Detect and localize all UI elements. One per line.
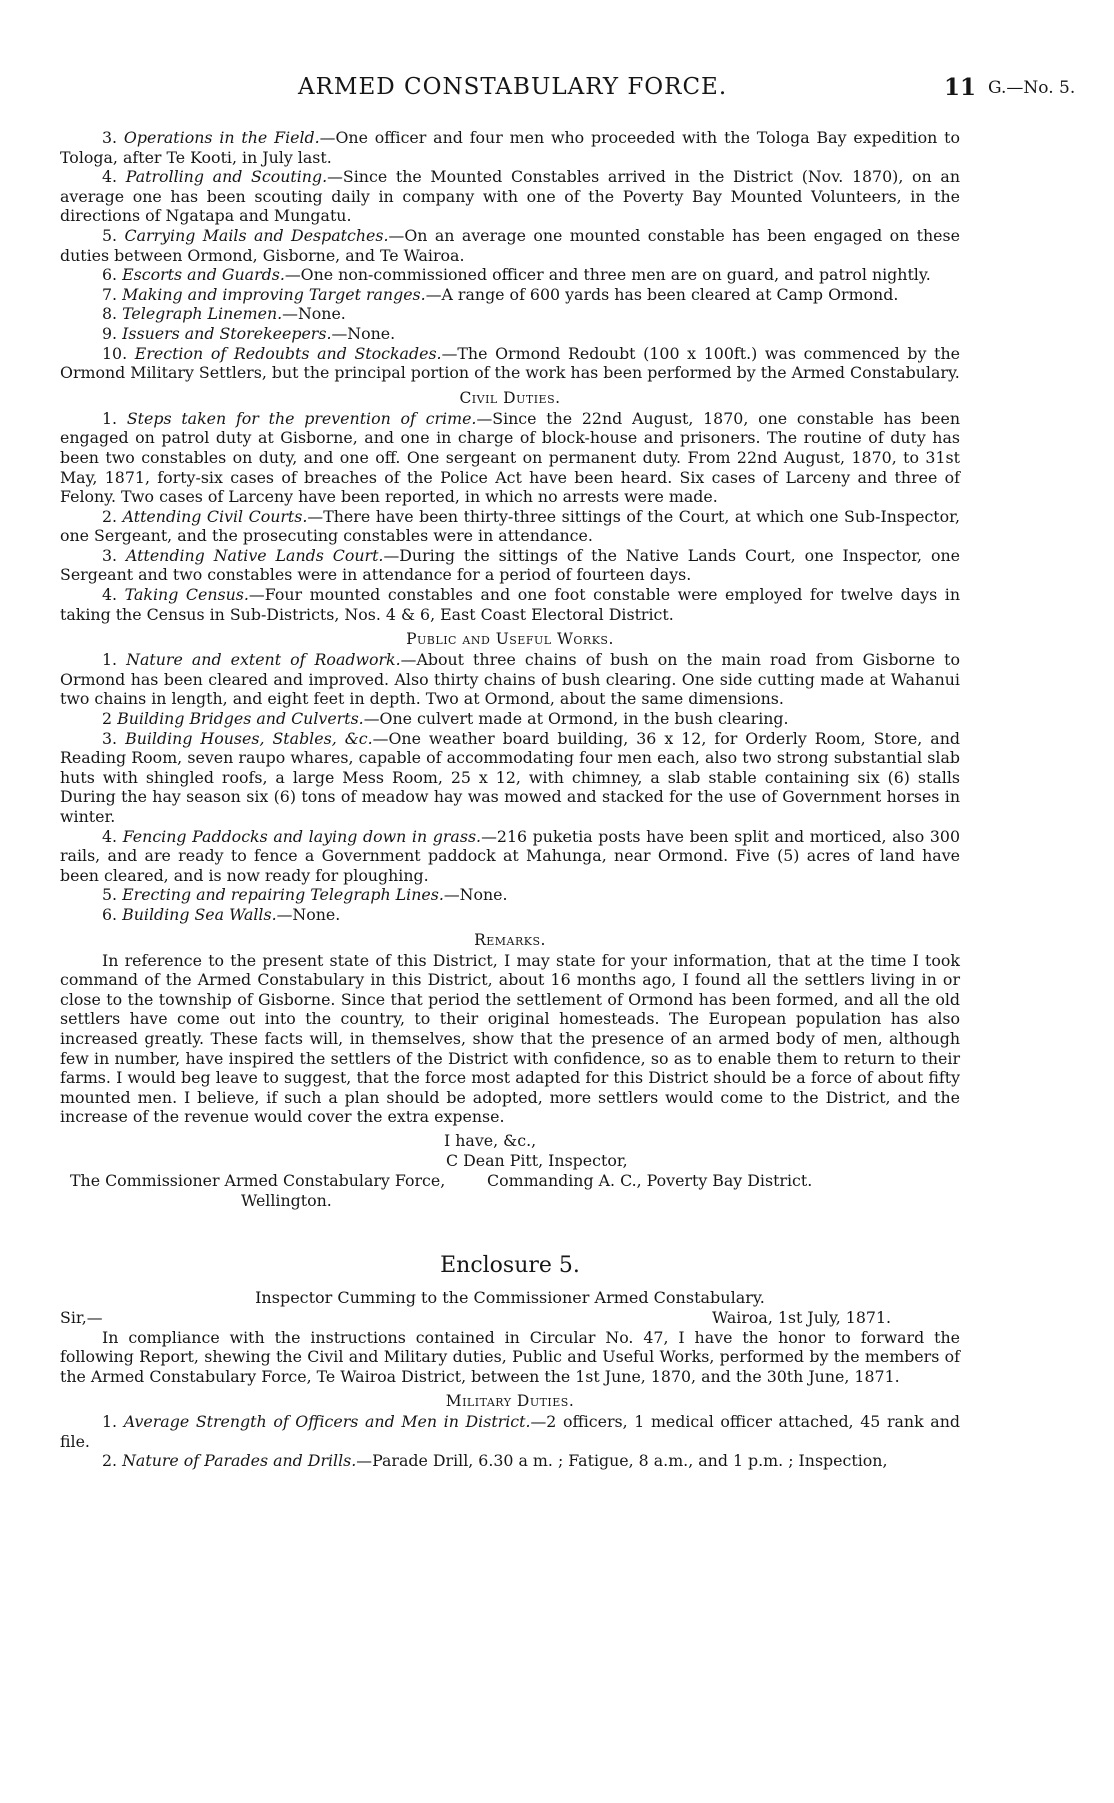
numbered-item [60, 304, 960, 324]
item-number: 1. [102, 650, 118, 670]
page-number: 11 [944, 74, 977, 101]
item-text: —One non-commissioned officer and three men are on guard, and patrol nightly. [284, 265, 931, 285]
item-text: —One weather board building, 36 x 12, for Orderly Room, Store, and Reading Room, seven raupo whares, capable of accommodating four men each, also two strong substantial slab huts with shingled roofs, a large Mess Room, 25 x 12, with chimney, a slab stable containing six (6) stalls During the hay season six (6) tons of meadow hay was mowed and stacked for the use of Government horses in winter. [60, 728, 960, 826]
item-text: —216 puketia posts have been split and morticed, also 300 rails, and are ready to fence a Government paddock at Mahunga, near Ormond. Five (5) acres of land have been cleared, and is now ready for ploughing. [60, 826, 961, 885]
item-number: 2. [102, 1451, 118, 1471]
item-heading: Erecting and repairing Telegraph Lines. [122, 885, 444, 905]
item-number: 2 [102, 709, 113, 729]
item-heading: Erection of Redoubts and Stockades. [134, 343, 442, 363]
item-text: —None. [331, 323, 396, 343]
item-number: 1. [102, 1412, 118, 1432]
item-text: —None. [276, 904, 341, 924]
running-title: ARMED CONSTABULARY FORCE. [298, 74, 728, 100]
item-heading: Fencing Paddocks and laying down in grass. [122, 826, 482, 846]
item-text: —2 officers, 1 medical officer attached, 45 rank and file. [60, 1412, 960, 1451]
item-text: —Since the Mounted Constables arrived in the District (Nov. 1870), on an average one has been scouting daily in company with one of the Poverty Bay Mounted Volunteers, in the directions of Ngatapa and Mungatu. [60, 167, 960, 226]
numbered-item [60, 827, 960, 886]
item-text: —There have been thirty-three sittings of the Court, at which one Sub-Inspector, one Sergeant, and the prosecuting constables were in attendance. [60, 506, 960, 546]
numbered-item [60, 1451, 960, 1471]
item-number: 2. [102, 506, 118, 526]
item-number: 5. [102, 885, 118, 905]
numbered-item [60, 1412, 960, 1451]
item-text: —About three chains of bush on the main road from Gisborne to Ormond has been cleared and improved. Also thirty chains of bush clearing. One side cutting made at Wahanui two chains in length, and eight feet in depth. Two at Ormond, about the same dimensions. [60, 650, 960, 709]
remarks-heading: Remarks. [474, 930, 546, 949]
item-number: 3. [102, 728, 118, 748]
item-heading: Building Bridges and Culverts. [117, 709, 364, 729]
item-number: 4. [102, 167, 118, 187]
document-reference: G.—No. 5. [988, 78, 1076, 98]
item-number: 10. [102, 343, 128, 363]
numbered-item [60, 650, 960, 709]
addressee-place: Wellington. [241, 1190, 332, 1210]
numbered-item [60, 128, 960, 167]
item-text: —On an average one mounted constable has been engaged on these duties between Ormond, Gisborne, and Te Wairoa. [60, 225, 960, 265]
item-heading: Operations in the Field. [123, 128, 320, 147]
salutation: Sir,— [60, 1307, 103, 1327]
item-number: 7. [102, 284, 118, 304]
numbered-item [60, 409, 960, 507]
public-works-list [60, 650, 960, 924]
letter-date: Wairoa, 1st July, 1871. [712, 1307, 892, 1327]
item-text: —Four mounted constables and one foot constable were employed for twelve days in taking the Census in Sub-Districts, Nos. 4 & 6, East Coast Electoral District. [60, 585, 960, 624]
military-duties-list [60, 128, 960, 383]
numbered-item [60, 507, 960, 546]
item-number: 8. [102, 304, 118, 324]
item-number: 6. [102, 265, 118, 285]
item-heading: Attending Civil Courts. [122, 506, 308, 526]
civil-duties-list [60, 409, 960, 625]
public-works-heading: Public and Useful Works. [406, 630, 614, 649]
numbered-item [60, 546, 960, 585]
enclosure-items-list [60, 1412, 960, 1471]
civil-duties-heading: Civil Duties. [459, 388, 561, 407]
numbered-item [60, 324, 960, 344]
enclosure-title: Enclosure 5. [440, 1252, 580, 1278]
item-heading: Taking Census. [124, 585, 249, 605]
item-text: —During the sittings of the Native Lands Court, one Inspector, one Sergeant and two constables were in attendance for a period of fourteen days. [60, 545, 960, 585]
item-heading: Average Strength of Officers and Men in District. [123, 1412, 531, 1432]
enclosure-subtitle: Inspector Cumming to the Commissioner Armed Constabulary. [255, 1287, 765, 1307]
numbered-item [60, 344, 960, 383]
salutation-row [60, 1308, 960, 1328]
signatory-name: C Dean Pitt, Inspector, [446, 1150, 628, 1170]
item-text: —None. [282, 304, 346, 324]
item-number: 6. [102, 904, 118, 924]
item-text: —Parade Drill, 6.30 a m. ; Fatigue, 8 a.m., and 1 p.m. ; Inspection, [356, 1451, 888, 1471]
item-heading: Nature of Parades and Drills. [122, 1451, 357, 1471]
numbered-item [60, 729, 960, 827]
item-number: 4. [102, 585, 118, 605]
item-number: 1. [102, 408, 118, 428]
numbered-item [60, 285, 960, 305]
numbered-item [60, 709, 960, 729]
item-heading: Making and improving Target ranges. [122, 284, 426, 304]
numbered-item [60, 265, 960, 285]
numbered-item [60, 167, 960, 226]
item-text: —Since the 22nd August, 1870, one constable has been engaged on patrol duty at Gisborne, and one in charge of block-house and prisoners. The routine of duty has been two constables on duty, and one off. One sergeant on permanent duty. From 22nd August, 1870, to 31st May, 1871, forty-six cases of breaches of the Police Act have been heard. Six cases of Larceny and three of Felony. Two cases of Larceny have been reported, in which no arrests were made. [60, 408, 960, 507]
item-text: —The Ormond Redoubt (100 x 100ft.) was commenced by the Ormond Military Settlers, but the principal portion of the work has been performed by the Armed Constabulary. [60, 343, 960, 383]
numbered-item [60, 885, 960, 905]
item-text: —One culvert made at Ormond, in the bush clearing. [363, 709, 789, 729]
page-header [0, 74, 1114, 106]
remarks-paragraph: In reference to the present state of this District, I may state for your information, that at the time I took command of the Armed Constabulary in this District, about 16 months ago, I found all the settlers living in or close to the township of Gisborne. Since that period the settlement of Ormond has been formed, and all the old settlers have come out into the country, to their original homesteads. The European population has also increased greatly. These facts will, in themselves, show that the presence of an armed body of men, although few in number, have inspired the settlers of the District with confidence, so as to enable them to return to their farms. I would beg leave to suggest, that the force most adapted for this District should be a force of about fifty mounted men. I believe, if such a plan should be adopted, more settlers would come to the District, and the increase of the revenue would cover the extra expense. [60, 950, 960, 1127]
numbered-item [60, 585, 960, 624]
signature-block [60, 1129, 960, 1213]
item-heading: Escorts and Guards. [122, 265, 285, 285]
item-heading: Telegraph Linemen. [122, 304, 283, 324]
enclosure-intro: In compliance with the instructions contained in Circular No. 47, I have the honor to forward the following Report, shewing the Civil and Military duties, Public and Useful Works, performed by the members of the Armed Constabulary Force, Te Wairoa District, between the 1st June, 1870, and the 30th June, 1871. [60, 1327, 960, 1386]
item-heading: Building Sea Walls. [122, 904, 277, 924]
item-number: 4. [102, 826, 118, 846]
signatory-role: Commanding A. C., Poverty Bay District. [487, 1170, 813, 1190]
item-number: 3. [102, 545, 118, 565]
item-heading: Building Houses, Stables, &c. [125, 728, 373, 748]
numbered-item [60, 226, 960, 265]
closing-line: I have, &c., [444, 1130, 537, 1150]
numbered-item [60, 905, 960, 925]
item-number: 9. [102, 323, 118, 343]
item-heading: Attending Native Lands Court. [126, 545, 384, 565]
addressee-line: The Commissioner Armed Constabulary Force, [70, 1170, 446, 1190]
item-heading: Nature and extent of Roadwork. [126, 650, 401, 670]
item-text: —A range of 600 yards has been cleared at Camp Ormond. [425, 284, 899, 304]
document-body [60, 128, 960, 1471]
item-heading: Steps taken for the prevention of crime. [126, 408, 477, 428]
item-number: 5. [102, 225, 118, 245]
item-text: —One officer and four men who proceeded with the Tologa Bay expedition to Tologa, after Te Kooti, in July last. [60, 128, 960, 167]
item-heading: Issuers and Storekeepers. [122, 323, 332, 343]
enclosure-military-heading: Military Duties. [445, 1392, 575, 1411]
item-number: 3. [102, 128, 118, 147]
item-heading: Patrolling and Scouting. [125, 167, 328, 187]
item-heading: Carrying Mails and Despatches. [124, 225, 389, 245]
item-text: —None. [443, 885, 508, 905]
